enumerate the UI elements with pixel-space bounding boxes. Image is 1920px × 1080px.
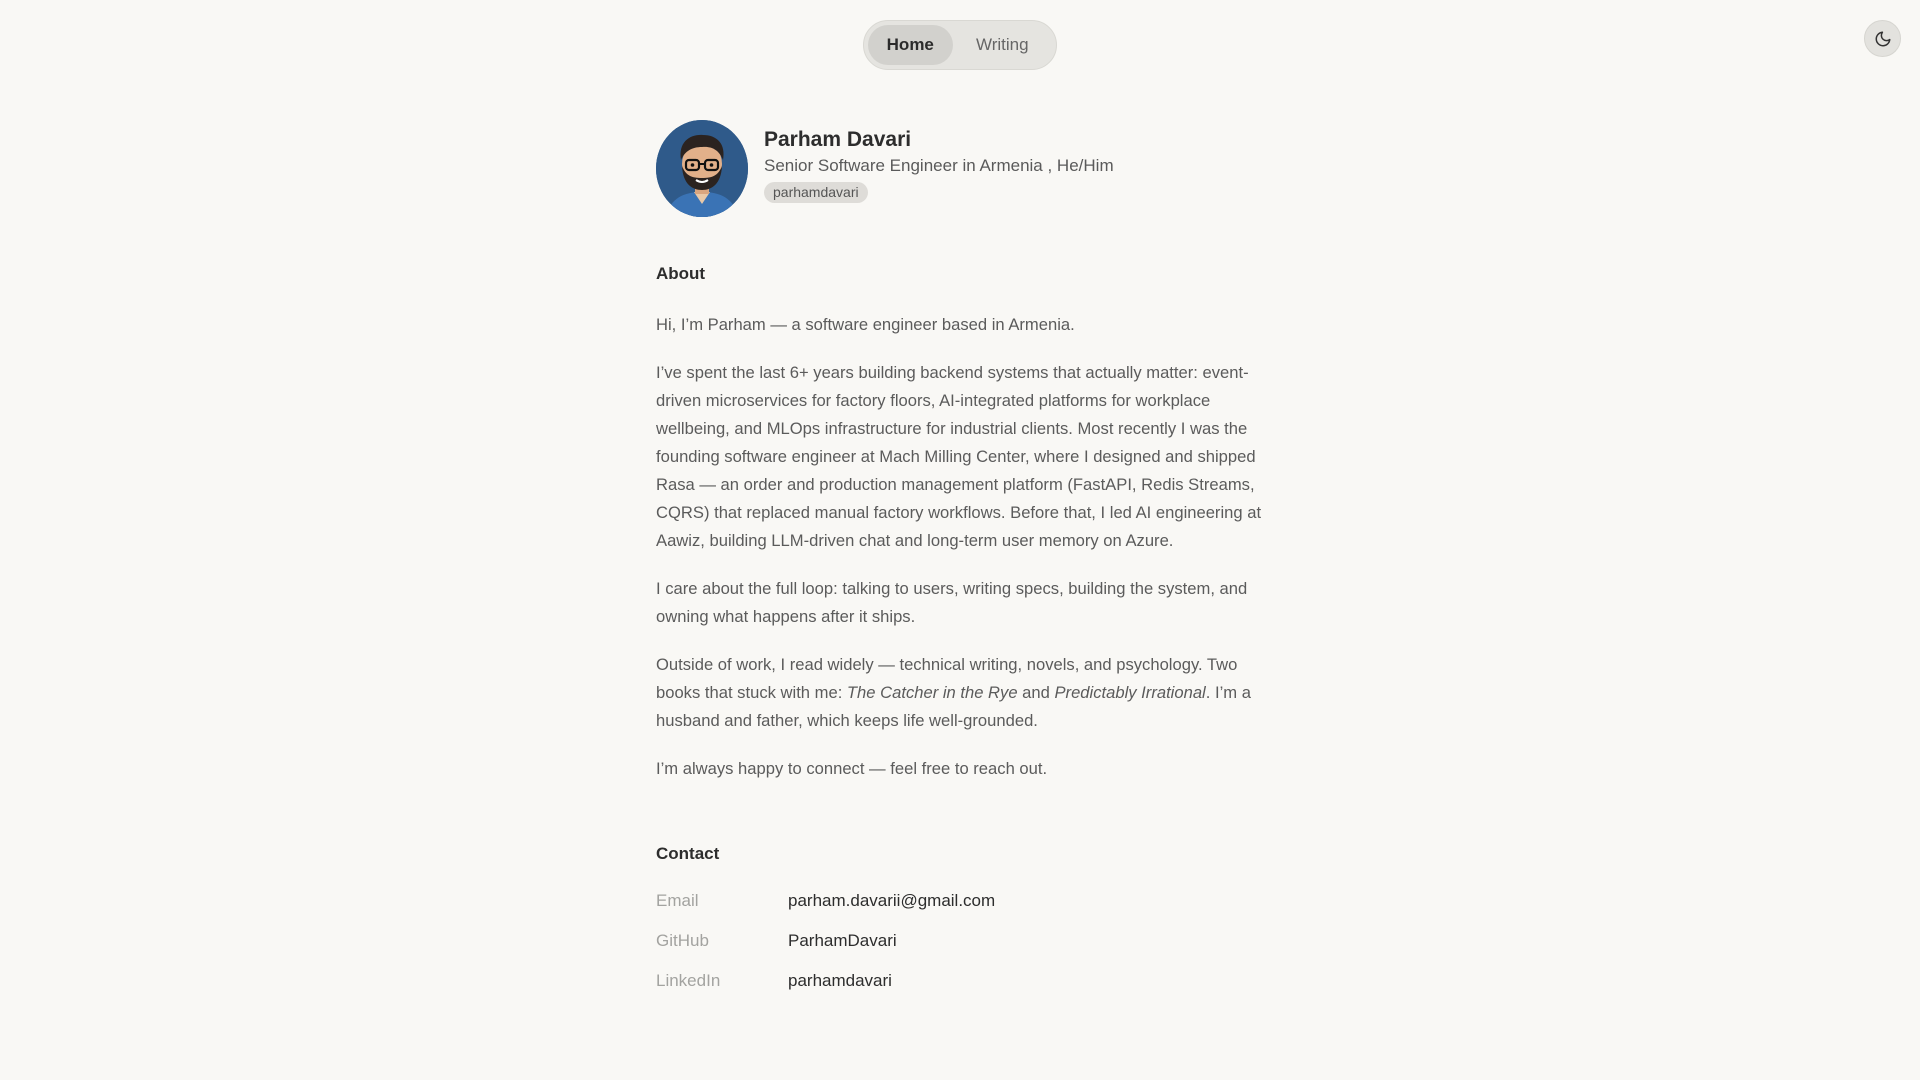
github-link[interactable]: ParhamDavari <box>788 931 897 950</box>
profile-subtitle: Senior Software Engineer in Armenia , He/Him <box>764 156 1114 175</box>
about-paragraph-4-and: and <box>1017 683 1055 702</box>
nav-home[interactable]: Home <box>868 25 953 65</box>
contact-label-linkedin: LinkedIn <box>656 971 721 990</box>
moon-icon <box>1874 30 1892 48</box>
book-title-catcher: The Catcher in the Rye <box>846 683 1018 702</box>
about-paragraph-4 <box>656 651 1266 735</box>
about-paragraph-4-text-a: Outside of work, I read widely — technical writing, novels, and psychology. Two books that stuck with me: <box>656 655 1238 702</box>
about-paragraph-3: I care about the full loop: talking to users, writing specs, building the system, and owning what happens after it ships. <box>656 579 1248 626</box>
about-heading: About <box>656 264 706 283</box>
book-title-predictably-irrational: Predictably Irrational <box>1054 683 1206 702</box>
about-body <box>656 311 1266 783</box>
theme-toggle-button[interactable] <box>1864 20 1901 57</box>
avatar-illustration <box>656 120 748 217</box>
contact-label-email: Email <box>656 891 699 910</box>
avatar <box>656 120 748 217</box>
about-paragraph-5: I’m always happy to connect — feel free to reach out. <box>656 759 1048 778</box>
linkedin-link[interactable]: parhamdavari <box>788 971 892 990</box>
profile-text <box>764 120 1114 203</box>
contact-row-github <box>656 921 1266 961</box>
profile-handle-badge[interactable]: parhamdavari <box>764 182 868 203</box>
contact-row-email <box>656 881 1266 921</box>
about-paragraph-1: Hi, I’m Parham — a software engineer based in Armenia. <box>656 315 1075 334</box>
main-content <box>656 120 1266 1001</box>
nav-writing[interactable]: Writing <box>975 35 1029 54</box>
email-link[interactable]: parham.davarii@gmail.com <box>788 891 996 910</box>
contact-heading: Contact <box>656 844 720 863</box>
about-paragraph-2: I’ve spent the last 6+ years building backend systems that actually matter: event-driven microservices for factory floors, AI-integrated platforms for workplace wellbeing, and MLOps infrastructure for industrial clients. Most recently I was the founding software engineer at Mach Milling Center, where I designed and shipped Rasa — an order and production management platform (FastAPI, Redis Streams, CQRS) that replaced manual factory workflows. Before that, I led AI engineering at Aawiz, building LLM-driven chat and long-term user memory on Azure. <box>656 363 1262 550</box>
profile-header <box>656 120 1266 217</box>
contact-list <box>656 881 1266 1001</box>
profile-name: Parham Davari <box>764 128 912 151</box>
top-nav <box>863 20 1057 70</box>
about-paragraph-4-text-b: . I’m a husband and father, which keeps life well-grounded. <box>656 683 1251 730</box>
contact-row-linkedin <box>656 961 1266 1001</box>
contact-label-github: GitHub <box>656 931 709 950</box>
